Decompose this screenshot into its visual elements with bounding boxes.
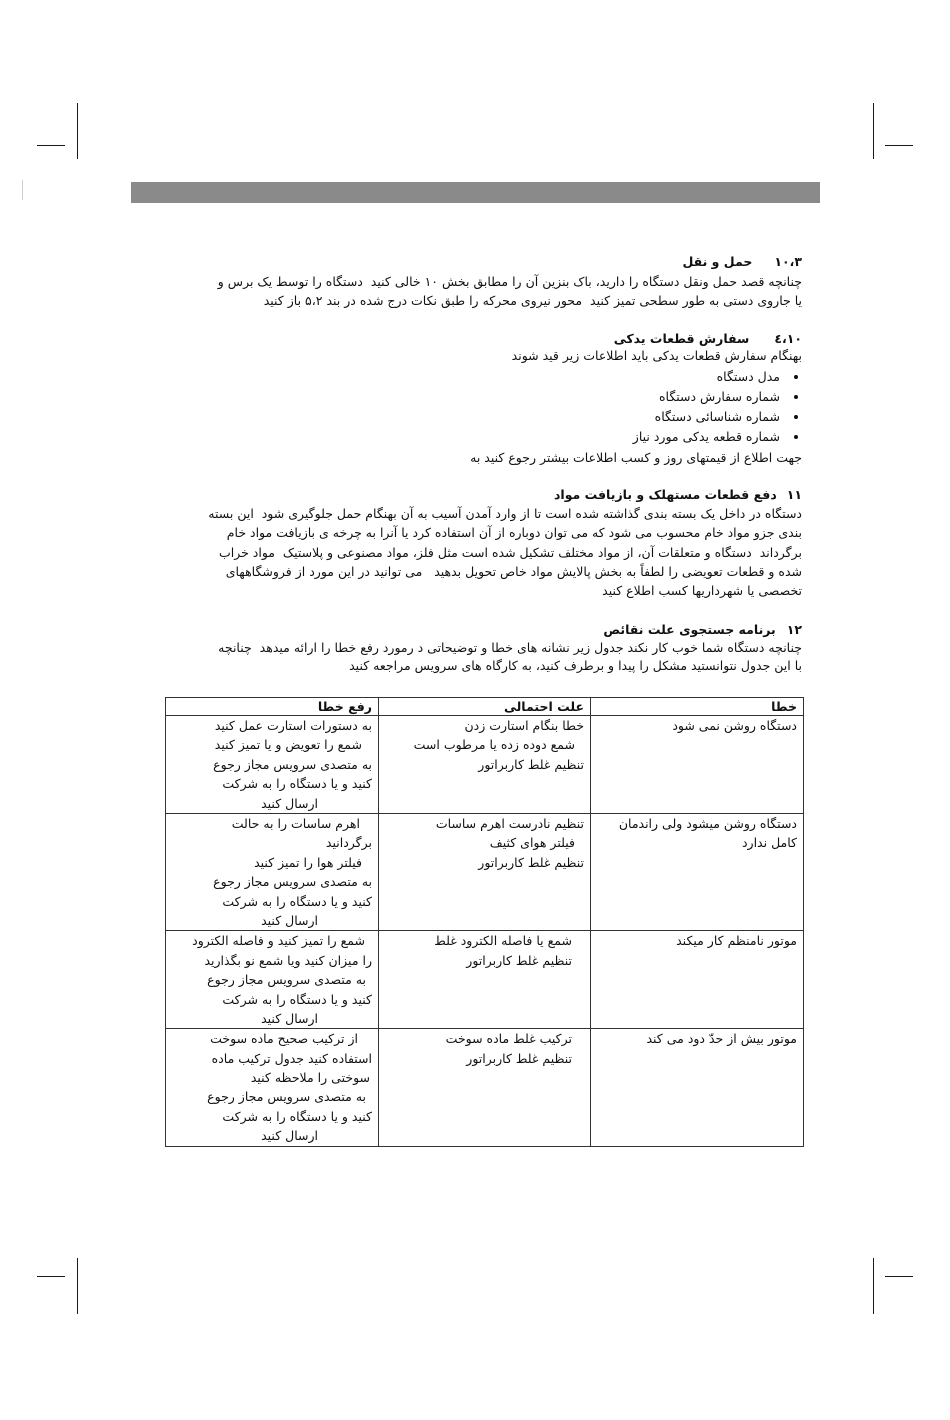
bullet-icon xyxy=(794,375,798,379)
cell-line: اهرم ساسات را به حالت xyxy=(231,816,360,831)
section-body-troubleshooting xyxy=(140,639,802,675)
paragraph-line: برگرداند دستگاه و متعلقات آن، از مواد مختلف تشکیل شده است مثل فلز، مواد مصنوعی و پلاستیک مواد خراب xyxy=(218,544,802,560)
cell-line: برگردانید xyxy=(325,835,372,851)
cell-line: به متصدی سرویس مجاز رجوع xyxy=(207,972,366,988)
cell-line: به متصدی سرویس مجاز رجوع xyxy=(213,874,372,890)
remedy-cell xyxy=(166,814,379,931)
cell-line: تنظیم غلط کاربراتور xyxy=(466,1050,572,1066)
fault-cell xyxy=(591,716,804,814)
cell-line: شمع دوده زده یا مرطوب است xyxy=(413,737,575,753)
table-row xyxy=(166,716,804,814)
cell-line: شمع را تمیز کنید و فاصله الکترود xyxy=(192,933,365,949)
list-item xyxy=(140,427,802,447)
cell-line: ارسال کنید xyxy=(261,795,318,811)
cell-line: فیلتر هوای کثیف xyxy=(489,835,575,851)
paragraph-line: تخصصی یا شهرداریها کسب اطلاع کنید xyxy=(602,583,802,598)
list-item-text: شماره سفارش دستگاه xyxy=(658,389,780,404)
cause-cell xyxy=(379,716,591,814)
paragraph-line: دستگاه در داخل یک بسته بندی گذاشته شده است تا از وارد آمدن آسیب به آن بهنگام حمل جلوگیری شود این بسته xyxy=(208,506,802,521)
table-row xyxy=(166,1029,804,1147)
bullet-icon xyxy=(794,415,798,419)
section-title: سفارش قطعات یدکی xyxy=(613,331,750,346)
cell-line: کنید و یا دستگاه را به شرکت xyxy=(222,893,372,909)
cell-line: موتور نامنظم کار میکند xyxy=(676,933,797,949)
column-header-remedy: رفع خطا xyxy=(166,698,379,716)
section-title: حمل و نقل xyxy=(682,254,753,269)
cell-line: کامل ندارد xyxy=(741,835,797,851)
section-heading-disposal xyxy=(140,486,802,504)
paragraph-line: شده و قطعات تعویضی را لطفاً به بخش پالایش مواد خاص تحویل بدهید می توانید در این مورد از فروشگاههای xyxy=(225,563,802,579)
section-body-disposal xyxy=(140,504,802,600)
cause-cell xyxy=(379,814,591,931)
section-number: ۱۰،٤ xyxy=(774,331,802,346)
crop-mark-top-left-horizontal xyxy=(37,145,65,146)
table-row xyxy=(166,931,804,1029)
troubleshooting-table xyxy=(165,697,804,1147)
section-number: ۱۲ xyxy=(786,622,802,637)
crop-mark-bottom-left-vertical xyxy=(77,1258,78,1314)
list-item xyxy=(140,387,802,407)
cell-line: شمع را تعویض و یا تمیز کنید xyxy=(214,737,362,753)
fault-cell xyxy=(591,814,804,931)
cell-line: ترکیب غلط ماده سوخت xyxy=(445,1031,572,1047)
list-item xyxy=(140,367,802,387)
cell-line: خطا بنگام استارت زدن xyxy=(464,718,584,733)
paragraph-line: بهنگام سفارش قطعات یدکی باید اطلاعات زیر قید شوند xyxy=(511,348,802,363)
section-heading-transport xyxy=(140,253,802,271)
cell-line: شمع یا فاصله الکترود غلط xyxy=(434,933,572,949)
section-number: ۱۰،۳ xyxy=(774,254,802,269)
paragraph-line: چنانچه قصد حمل ونقل دستگاه را دارید، باک بنزین آن را مطابق بخش ۱۰ خالی کنید دستگاه را توسط یک برس و xyxy=(217,274,802,289)
cause-cell xyxy=(379,1029,591,1147)
list-item-text: مدل دستگاه xyxy=(716,369,780,384)
header-bar xyxy=(131,182,820,203)
cell-line: ارسال کنید xyxy=(261,1010,318,1026)
crop-mark-bottom-left-horizontal xyxy=(37,1276,65,1277)
remedy-cell xyxy=(166,1029,379,1147)
paragraph-line: با این جدول نتوانستید مشکل را پیدا و برطرف کنید، به کارگاه های سرویس مراجعه کنید xyxy=(349,658,802,673)
cell-line: کنید و یا دستگاه را به شرکت xyxy=(222,776,372,792)
paragraph-line: یا جاروی دستی به طور سطحی تمیز کنید محور نیروی محرکه را طبق نکات درج شده در بند ۵،۲ باز کنید xyxy=(263,292,802,308)
cause-cell xyxy=(379,931,591,1029)
table-header-row xyxy=(166,698,804,716)
bullet-icon xyxy=(794,395,798,399)
paragraph-line: بندی جزو مواد خام محسوب می شود که می توان دوباره از آن استفاده کرد یا آنرا به چرخه ی بازیافت مواد خام xyxy=(226,525,802,541)
spare-parts-note xyxy=(140,449,802,467)
remedy-cell xyxy=(166,931,379,1029)
crop-mark-top-left-vertical xyxy=(77,103,78,159)
column-header-cause: علت احتمالی xyxy=(379,698,591,716)
cell-line: تنظیم غلط کاربراتور xyxy=(478,854,584,870)
section-body-transport xyxy=(140,273,802,310)
cell-line: دستگاه روشن نمی شود xyxy=(672,718,797,733)
cell-line: از ترکیب صحیح ماده سوخت xyxy=(210,1031,358,1047)
cell-line: فیلتر هوا را تمیز کنید xyxy=(254,854,362,870)
cell-line: به دستورات استارت عمل کنید xyxy=(214,718,372,733)
remedy-cell xyxy=(166,716,379,814)
cell-line: به متصدی سرویس مجاز رجوع xyxy=(207,1089,366,1105)
table-row xyxy=(166,814,804,931)
crop-mark-bottom-right-vertical xyxy=(873,1258,874,1314)
spare-parts-intro xyxy=(140,347,802,365)
cell-line: دستگاه روشن میشود ولی راندمان xyxy=(618,816,797,831)
fault-cell xyxy=(591,1029,804,1147)
section-heading-spare-parts xyxy=(140,330,802,348)
column-header-fault: خطا xyxy=(591,698,804,716)
margin-rule xyxy=(22,180,23,200)
cell-line: تنظیم نادرست اهرم ساسات xyxy=(435,816,584,831)
fault-cell xyxy=(591,931,804,1029)
section-title: دفع قطعات مستهلک و بازیافت مواد xyxy=(554,487,777,502)
crop-mark-top-right-vertical xyxy=(873,103,874,159)
cell-line: تنظیم غلط کاربراتور xyxy=(466,952,572,968)
list-item-text: شماره شناسائی دستگاه xyxy=(654,409,780,424)
section-heading-troubleshooting xyxy=(140,621,802,639)
cell-line: به متصدی سرویس مجاز رجوع xyxy=(213,756,372,772)
spare-parts-list xyxy=(140,367,802,447)
paragraph-line: جهت اطلاع از قیمتهای روز و کسب اطلاعات بیشتر رجوع کنید به xyxy=(470,450,802,465)
cell-line: ارسال کنید xyxy=(261,1128,318,1144)
cell-line: استفاده کنید جدول ترکیب ماده xyxy=(211,1050,372,1066)
cell-line: تنظیم غلط کاربراتور xyxy=(478,756,584,772)
list-item-text: شماره قطعه یدکی مورد نیاز xyxy=(632,429,780,444)
section-title: برنامه جستجوی علت نقائص xyxy=(603,622,776,637)
crop-mark-bottom-right-horizontal xyxy=(885,1276,913,1277)
section-number: ۱۱ xyxy=(786,487,802,502)
paragraph-line: چنانچه دستگاه شما خوب کار نکند جدول زیر نشانه های خطا و توضیحاتی د رمورد رفع خطا را ارائه میدهد چنانچه xyxy=(218,640,802,655)
list-item xyxy=(140,407,802,427)
bullet-icon xyxy=(794,435,798,439)
cell-line: را میزان کنید ویا شمع نو بگذارید xyxy=(204,952,372,968)
cell-line: ارسال کنید xyxy=(261,912,318,928)
cell-line: سوختی را ملاحظه کنید xyxy=(250,1070,370,1086)
cell-line: کنید و یا دستگاه را به شرکت xyxy=(222,991,372,1007)
cell-line: موتور بیش از حدّ دود می کند xyxy=(646,1031,797,1047)
cell-line: کنید و یا دستگاه را به شرکت xyxy=(222,1108,372,1124)
crop-mark-top-right-horizontal xyxy=(885,145,913,146)
